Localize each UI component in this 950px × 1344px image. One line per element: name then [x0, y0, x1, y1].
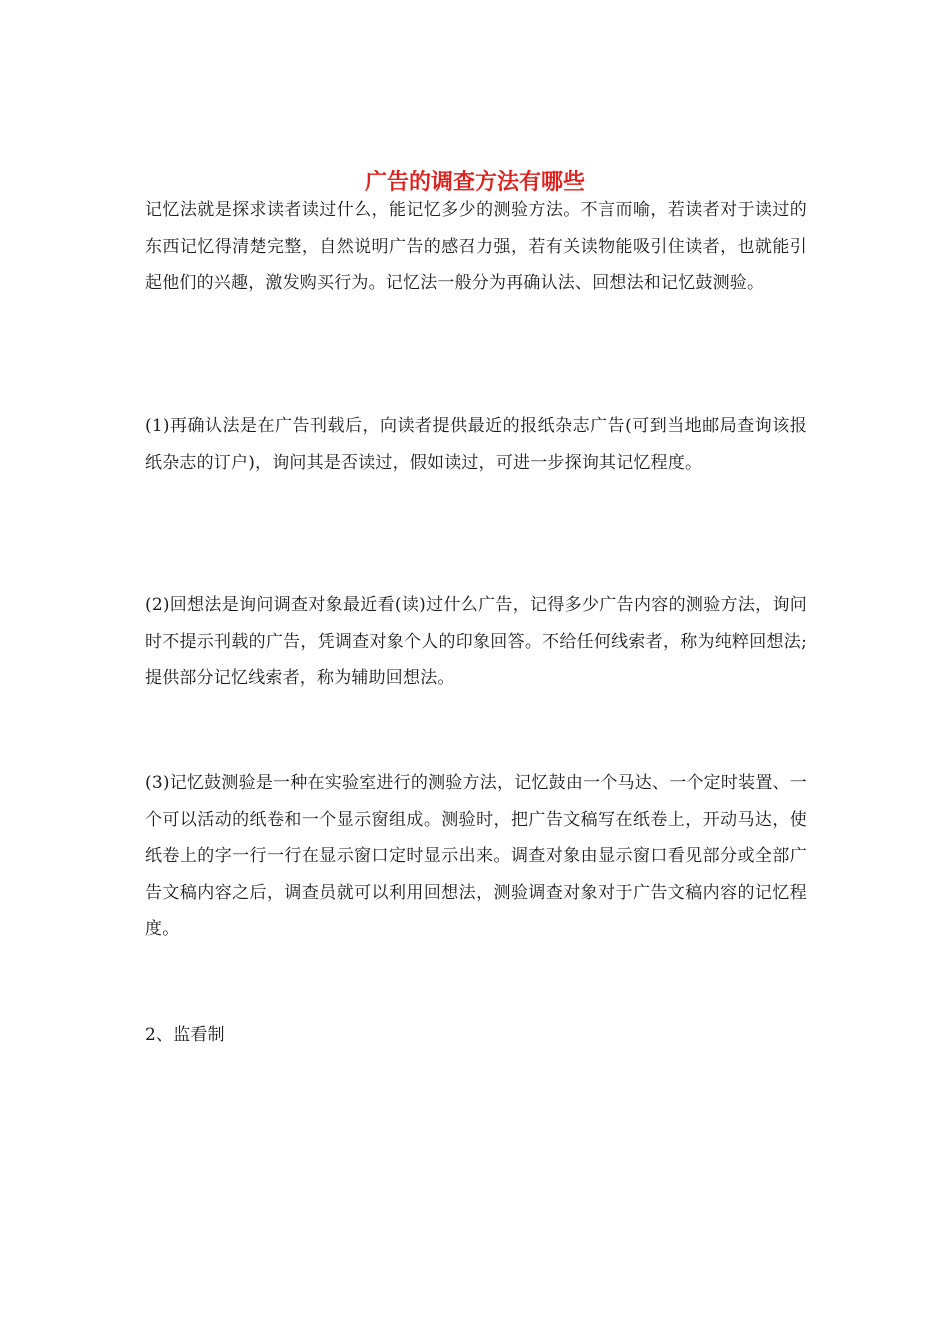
paragraph-reconfirmation-method: (1)再确认法是在广告刊载后，向读者提供最近的报纸杂志广告(可到当地邮局查询该报纸杂志的订户)，询问其是否读过，假如读过，可进一步探询其记忆程度。 [145, 416, 807, 473]
paragraph-memory-drum-test: (3)记忆鼓测验是一种在实验室进行的测验方法，记忆鼓由一个马达、一个定时装置、一个可以活动的纸卷和一个显示窗组成。测验时，把广告文稿写在纸卷上，开动马达，使纸卷上的字一行一行在显示窗口定时显示出来。调查对象由显示窗口看见部分或全部广告文稿内容之后，调查员就可以利用回想法，测验调查对象对于广告文稿内容的记忆程度。 [145, 773, 807, 939]
paragraph-intro: 记忆法就是探求读者读过什么，能记忆多少的测验方法。不言而喻，若读者对于读过的东西记忆得清楚完整，自然说明广告的感召力强，若有关读物能吸引住读者，也就能引起他们的兴趣，激发购买行为。记忆法一般分为再确认法、回想法和记忆鼓测验。 [145, 200, 807, 293]
section-heading-monitoring: 2、监看制 [145, 1025, 225, 1045]
document-title: 广告的调查方法有哪些 [364, 169, 585, 195]
paragraph-recall-method: (2)回想法是询问调查对象最近看(读)过什么广告，记得多少广告内容的测验方法，询问时不提示刊载的广告，凭调查对象个人的印象回答。不给任何线索者，称为纯粹回想法;提供部分记忆线索者，称为辅助回想法。 [145, 595, 807, 688]
